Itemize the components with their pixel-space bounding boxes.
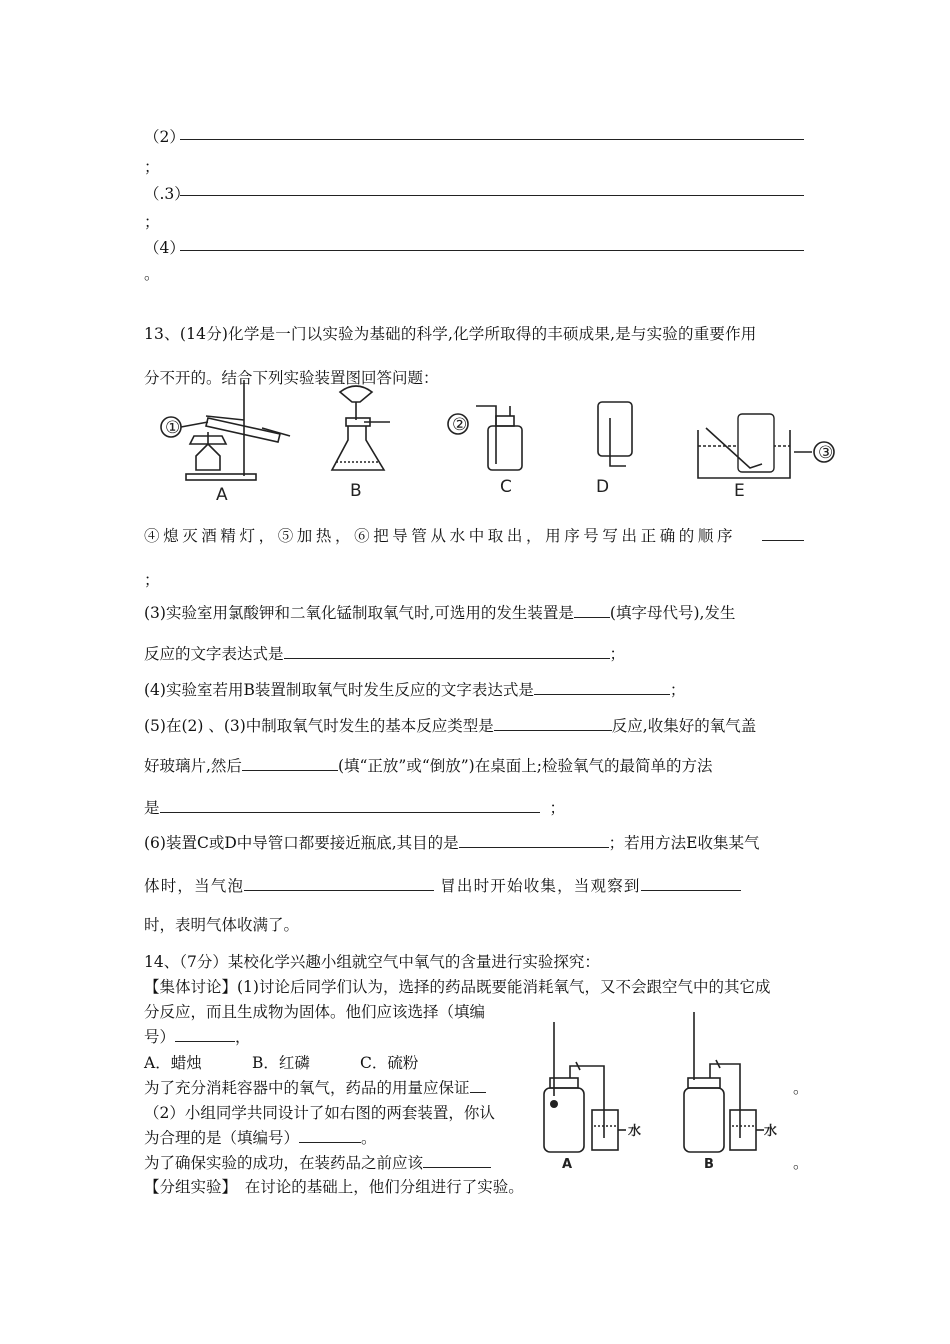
q13-p3-text-b: (填字母代号),发生: [609, 604, 736, 622]
q12-item2-end: ；: [144, 158, 160, 176]
q13-p4-line: [144, 678, 685, 700]
q14-water-label-a: 水: [628, 1124, 642, 1139]
q14-design-line1: （2）小组同学共同设计了如右图的两套装置，你认: [144, 1104, 495, 1122]
q14-intro: 14、（7分）某校化学兴趣小组就空气中氧气的含量进行实验探究：: [144, 953, 600, 971]
q14-amount-blank[interactable]: [470, 1078, 486, 1093]
q14-option-a: A．蜡烛: [144, 1054, 202, 1072]
q13-order-end: ；: [144, 571, 160, 589]
q14-discuss-line2: 分反应，而且生成物为固体。他们应该选择（填编: [144, 1003, 486, 1021]
q12-item4-label: （4）: [144, 239, 185, 257]
q12-item4-end: 。: [144, 265, 160, 283]
q13-p6-line1: [144, 831, 760, 853]
q14-design-line2: [144, 1126, 377, 1148]
apparatus-c-figure: [448, 406, 522, 497]
q14-option-b: B．红磷: [252, 1054, 310, 1072]
q14-fig-label-a: A: [562, 1157, 573, 1172]
q13-p6-text-c: 体时，当气泡: [144, 877, 245, 895]
q14-design-line2-text: 为合理的是（填编号）: [144, 1129, 300, 1147]
q13-p5-end: ；: [549, 799, 566, 817]
q12-item3-blank[interactable]: [180, 195, 804, 196]
label-c: C: [500, 477, 512, 497]
q13-p5-text-b: 反应,收集好的氧气盖: [611, 717, 757, 735]
apparatus-e-figure: [698, 414, 834, 501]
q14-discuss-line3-end: ，: [235, 1028, 251, 1046]
q14-fig-label-b: B: [704, 1157, 714, 1172]
marker-2: ②: [452, 415, 468, 435]
q13-p3-line2-end: ；: [609, 645, 626, 663]
q13-p3-line2-text: 反应的文字表达式是: [144, 645, 284, 663]
label-a: A: [216, 485, 228, 505]
q13-p6-line2: [144, 874, 741, 896]
q14-discuss-line1: 【集体讨论】(1)讨论后同学们认为，选择的药品既要能消耗氧气，又不会跟空气中的其它成: [144, 978, 771, 996]
q13-p5-placement-blank[interactable]: [242, 756, 338, 771]
q14-amount-text: 为了充分消耗容器中的氧气，药品的用量应保证: [144, 1079, 470, 1097]
q13-p5-line1: [144, 714, 756, 736]
q13-p6-observe-blank[interactable]: [641, 876, 741, 891]
q12-item2-blank[interactable]: [180, 139, 804, 140]
q13-intro-line2: 分不开的。结合下列实验装置图回答问题：: [144, 369, 439, 387]
q13-p4-text: (4)实验室若用B装置制取氧气时发生反应的文字表达式是: [144, 681, 534, 699]
q12-item2-label: （2）: [144, 128, 185, 146]
q13-order-blank[interactable]: [762, 540, 804, 541]
q14-choice-blank[interactable]: [175, 1027, 235, 1042]
q13-order-line: ④熄灭酒精灯，⑤加热，⑥把导管从水中取出，用序号写出正确的顺序: [144, 527, 737, 545]
q13-p5-method-blank[interactable]: [160, 798, 540, 813]
q13-p6-text-a: (6)装置C或D中导管口都要接近瓶底,其目的是: [144, 834, 459, 852]
marker-3: ③: [818, 443, 834, 463]
q13-p5-text-a: (5)在(2) 、(3)中制取氧气时发生的基本反应类型是: [144, 717, 494, 735]
q13-p5-line2: [144, 754, 712, 776]
q14-option-c: C．硫粉: [360, 1054, 419, 1072]
apparatus-a-figure: [161, 380, 290, 505]
q13-p5-text-e: 是: [144, 799, 160, 817]
q13-apparatus-figure: [150, 378, 840, 508]
q13-p6-bubble-blank[interactable]: [244, 876, 434, 891]
q14-discuss-line3-text: 号）: [144, 1028, 176, 1046]
q13-intro-line1: 13、(14分)化学是一门以实验为基础的科学,化学所取得的丰硕成果,是与实验的重要作用: [144, 325, 757, 343]
q14-ensure-line: [144, 1151, 491, 1173]
q13-p4-end: ；: [669, 681, 686, 699]
q14-group-line: 【分组实验】 在讨论的基础上，他们分组进行了实验。: [144, 1178, 524, 1196]
q14-ensure-blank[interactable]: [423, 1153, 491, 1168]
q13-p6-text-d: 冒出时开始收集，当观察到: [440, 877, 641, 895]
q13-p5-text-d: (填“正放”或“倒放”)在桌面上;检验氧气的最简单的方法: [337, 757, 713, 775]
q13-p5-text-c: 好玻璃片,然后: [144, 757, 242, 775]
q12-item3-label: （.3）: [144, 185, 190, 203]
marker-1: ①: [165, 418, 181, 438]
q12-item3-end: ；: [144, 213, 160, 231]
label-e: E: [734, 481, 745, 501]
q13-p5-line3: [144, 796, 565, 818]
q14-apparatus-a: [544, 1022, 641, 1172]
q13-p3-device-blank[interactable]: [574, 603, 610, 618]
q13-p3-line1: [144, 601, 735, 623]
label-b: B: [350, 481, 362, 501]
q14-discuss-line3: [144, 1025, 251, 1047]
apparatus-d-figure: [596, 402, 632, 497]
q12-item4-blank[interactable]: [180, 250, 804, 251]
q13-p3-text-a: (3)实验室用氯酸钾和二氧化锰制取氧气时,可选用的发生装置是: [144, 604, 574, 622]
q14-apparatus-b: [684, 1012, 777, 1172]
q14-apparatus-figure: [534, 1018, 794, 1172]
q14-ensure-text: 为了确保实验的成功，在装药品之前应该: [144, 1154, 424, 1172]
q14-amount-line: [144, 1076, 486, 1098]
q13-p5-type-blank[interactable]: [494, 716, 612, 731]
q13-p3-expression-blank[interactable]: [284, 644, 610, 659]
q13-p3-line2: [144, 642, 625, 664]
q14-design-line2-end: 。: [361, 1129, 377, 1147]
apparatus-b-figure: [332, 386, 390, 501]
q13-p6-text-b: ；若用方法E收集某气: [608, 834, 760, 852]
label-d: D: [596, 477, 610, 497]
q14-ensure-end: 。: [793, 1154, 809, 1172]
q13-p6-line3: 时，表明气体收满了。: [144, 916, 300, 934]
q14-water-label-b: 水: [764, 1124, 778, 1139]
q13-p4-blank[interactable]: [534, 680, 670, 695]
q14-design-blank[interactable]: [299, 1128, 361, 1143]
q14-amount-end: 。: [793, 1079, 809, 1097]
q13-p6-purpose-blank[interactable]: [459, 833, 609, 848]
